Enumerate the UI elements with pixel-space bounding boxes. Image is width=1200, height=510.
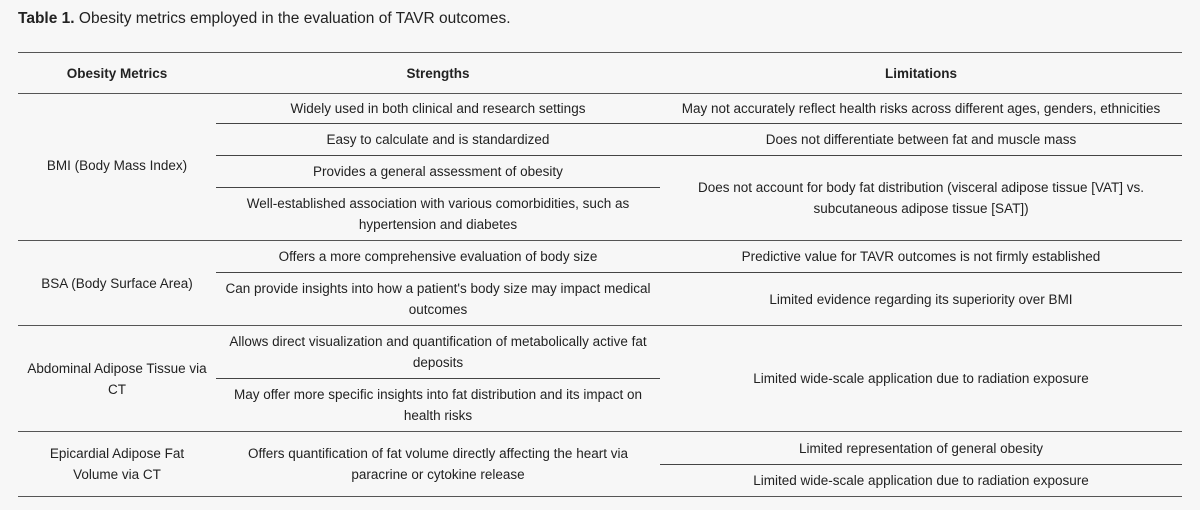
limitation-cell: Limited evidence regarding its superiority over BMI [769, 291, 1073, 307]
metric-abdominal-adipose: Abdominal Adipose Tissue via CT [27, 361, 207, 397]
metric-epicardial-fat: Epicardial Adipose Fat Volume via CT [49, 446, 185, 482]
limitation-cell: Limited wide-scale application due to radiation exposure [753, 473, 1089, 488]
strength-cell: Offers quantification of fat volume directly affecting the heart via paracrine or cytokine release [248, 446, 628, 482]
strength-cell: Offers a more comprehensive evaluation of body size [278, 249, 598, 264]
strength-cell: Can provide insights into how a patient's body size may impact medical outcomes [225, 281, 651, 317]
table-caption [18, 10, 511, 28]
strength-cell: Allows direct visualization and quantification of metabolically active fat deposits [229, 334, 647, 370]
strength-cell: May offer more specific insights into fat distribution and its impact on health risks [234, 387, 642, 423]
limitation-cell: May not accurately reflect health risks across different ages, genders, ethnicities [681, 101, 1161, 116]
strength-cell: Well-established association with various comorbidities, such as hypertension and diabetes [246, 196, 630, 232]
limitation-cell: Limited representation of general obesity [799, 440, 1043, 456]
header-strengths: Strengths [406, 65, 470, 81]
header-limitations: Limitations [884, 65, 957, 81]
limitation-cell: Does not differentiate between fat and muscle mass [765, 132, 1077, 147]
header-obesity-metrics: Obesity Metrics [66, 65, 168, 81]
metric-bmi: BMI (Body Mass Index) [46, 157, 188, 173]
table-caption-label: Table 1. [18, 10, 75, 27]
metric-bsa: BSA (Body Surface Area) [41, 275, 193, 291]
strength-cell: Easy to calculate and is standardized [326, 132, 550, 147]
limitation-cell: Limited wide-scale application due to radiation exposure [753, 371, 1089, 386]
table-bottom-rule [18, 496, 1182, 497]
strength-cell: Provides a general assessment of obesity [313, 164, 563, 179]
limitation-cell: Predictive value for TAVR outcomes is not firmly established [741, 249, 1101, 264]
limitation-cell: Does not account for body fat distribution (visceral adipose tissue [VAT] vs. subcutaneous adipose tissue [SAT]) [698, 180, 1144, 216]
strength-cell: Widely used in both clinical and research settings [290, 101, 586, 116]
table-caption-text: Obesity metrics employed in the evaluation of TAVR outcomes. [78, 10, 511, 27]
